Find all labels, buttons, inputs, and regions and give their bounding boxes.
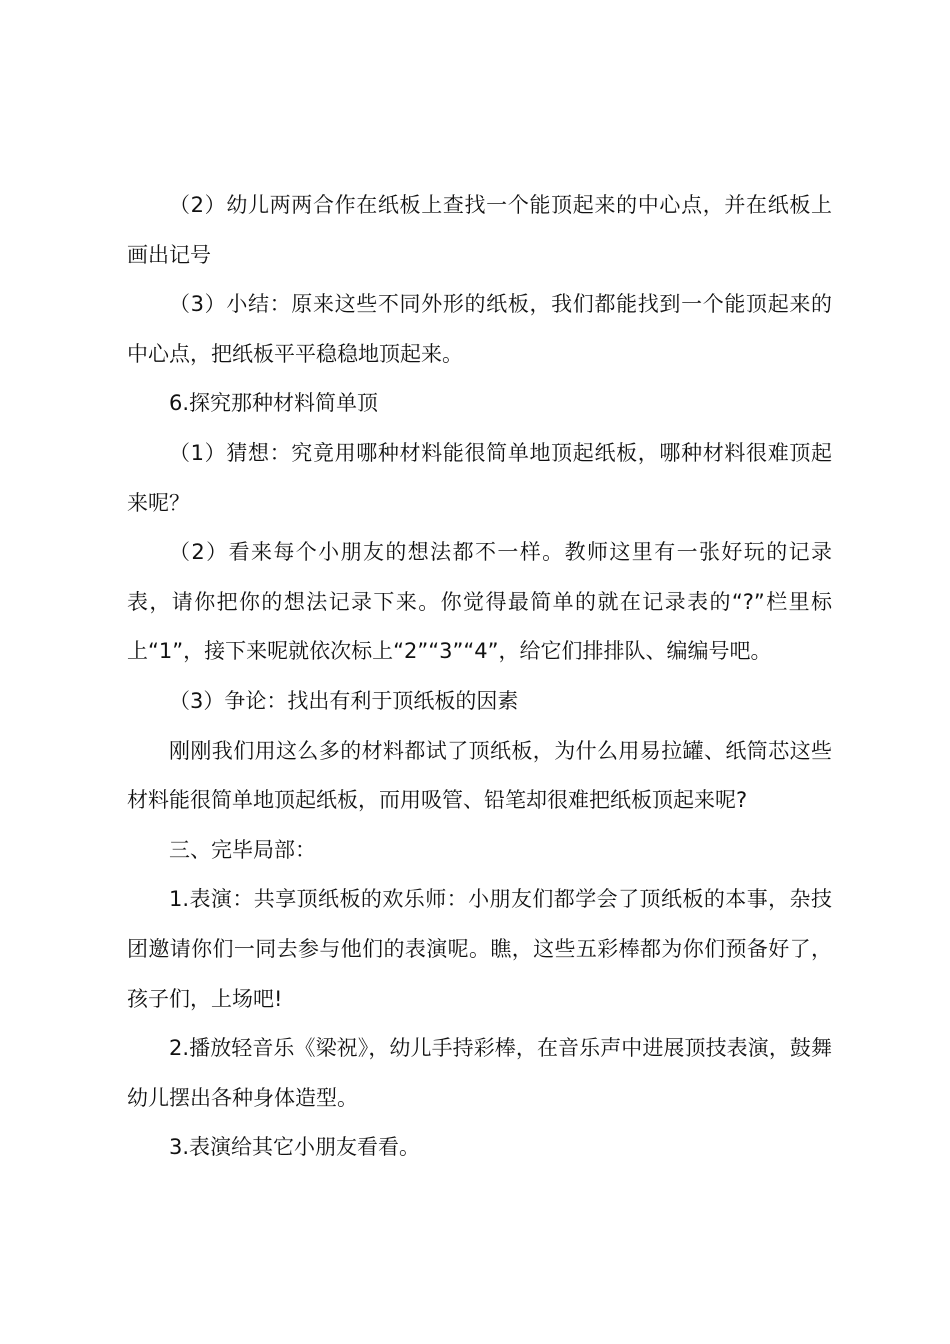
paragraph-performance: 1.表演：共享顶纸板的欢乐师：小朋友们都学会了顶纸板的本事，杂技团邀请你们一同去参与他们的表演呢。瞧，这些五彩棒都为你们预备好了，孩子们，上场吧! (127, 887, 832, 1011)
paragraph-guess: （1）猜想：究竟用哪种材料能很简单地顶起纸板，哪种材料很难顶起来呢？ (127, 440, 832, 515)
section-heading-3: 三、完毕局部： (169, 837, 316, 862)
paragraph-show-others: 3.表演给其它小朋友看看。 (169, 1135, 421, 1160)
document-body (127, 181, 832, 1173)
paragraph-record-sheet: （2）看来每个小朋友的想法都不一样。教师这里有一张好玩的记录表，请你把你的想法记录下来。你觉得最简单的就在记录表的“?”栏里标上“1”，接下来呢就依次标上“2”“3”“4”，给它们排排队、编编号吧。 (127, 540, 832, 664)
paragraph-step-2-find-center: （2）幼儿两两合作在纸板上查找一个能顶起来的中心点，并在纸板上画出记号 (127, 193, 832, 267)
paragraph-step-3-summary: （3）小结：原来这些不同外形的纸板，我们都能找到一个能顶起来的中心点，把纸板平平稳稳地顶起来。 (127, 292, 832, 366)
paragraph-music: 2.播放轻音乐《梁祝》，幼儿手持彩棒，在音乐声中进展顶技表演，鼓舞幼儿摆出各种身体造型。 (127, 1036, 832, 1110)
section-heading-6: 6.探究那种材料简单顶 (169, 391, 379, 416)
paragraph-debate: （3）争论：找出有利于顶纸板的因素 (169, 688, 519, 713)
paragraph-question: 刚刚我们用这么多的材料都试了顶纸板，为什么用易拉罐、纸筒芯这些材料能很简单地顶起纸板，而用吸管、铅笔却很难把纸板顶起来呢? (127, 738, 832, 813)
